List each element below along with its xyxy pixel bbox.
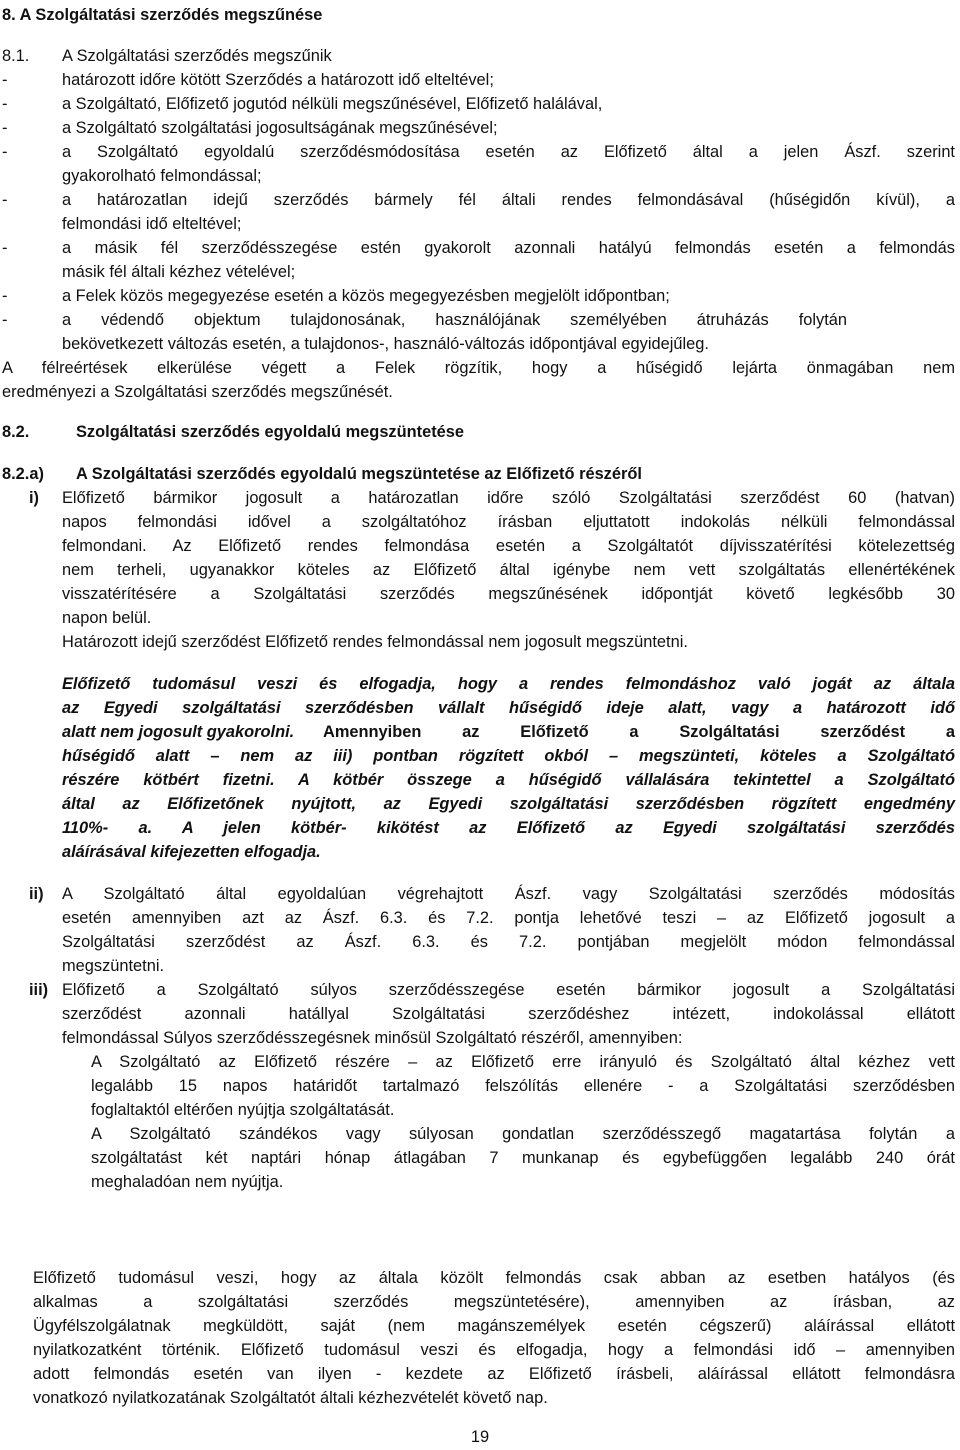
page-number: 19 bbox=[470, 1428, 490, 1446]
paragraph: Határozott idejű szerződést Előfizető rendes felmondással nem jogosult megszüntetni. bbox=[62, 633, 688, 651]
list-item: határozott időre kötött Szerződés a határozott idő elteltével; bbox=[62, 71, 494, 89]
list-dash: - bbox=[2, 71, 8, 89]
sub-paragraph: szolgáltatást két naptári hónap átlagában 7 munkanap és egybefüggően legalább 240 órát bbox=[91, 1149, 955, 1167]
list-item: a Felek közös megegyezése esetén a közös megegyezésben megjelölt időpontban; bbox=[62, 287, 670, 305]
list-dash: - bbox=[2, 191, 8, 209]
section-title-8-2: Szolgáltatási szerződés egyoldalú megszüntetése bbox=[76, 423, 465, 441]
list-item: a Szolgáltató egyoldalú szerződésmódosítása esetén az Előfizető által a jelen Ászf. szerint bbox=[62, 143, 955, 161]
section-number-8-2: 8.2. bbox=[2, 423, 30, 441]
closing-paragraph: alkalmas a szolgáltatási szerződés megszüntetésére), amennyiben az írásban, az bbox=[33, 1293, 955, 1311]
list-dash: - bbox=[2, 287, 8, 305]
list-item-continuation: felmondási idő elteltével; bbox=[62, 215, 242, 233]
list-item-continuation: másik fél általi kézhez vételével; bbox=[62, 263, 296, 281]
sub-paragraph: foglaltaktól eltérően nyújtja szolgáltatását. bbox=[91, 1101, 395, 1119]
list-dash: - bbox=[2, 119, 8, 137]
paragraph: napos felmondási idővel a szolgáltatóhoz írásban eljuttatott indokolás nélküli felmondással bbox=[62, 513, 955, 531]
list-item: a Szolgáltató szolgáltatási jogosultságának megszűnésével; bbox=[62, 119, 498, 137]
bold-italic-paragraph: 110%- a. A jelen kötbér- kikötést az Előfizető az Egyedi szolgáltatási szerződés bbox=[62, 819, 955, 837]
bold-italic-paragraph: hűségidő alatt – nem az iii) pontban rögzített okból – megszünteti, köteles a Szolgáltató bbox=[62, 747, 955, 765]
bold-italic-paragraph: az Egyedi szolgáltatási szerződésben vállalt hűségidő ideje alatt, vagy a határozott idő bbox=[62, 699, 955, 717]
closing-paragraph: vonatkozó nyilatkozatának Szolgáltatót általi kézhezvételét követő nap. bbox=[33, 1389, 548, 1407]
list-dash: - bbox=[2, 311, 8, 329]
paragraph: napon belül. bbox=[62, 609, 152, 627]
bold-italic-paragraph: alatt nem jogosult gyakorolni. bbox=[62, 723, 295, 741]
paragraph: felmondani. Az Előfizető rendes felmondása esetén a Szolgáltatót díjvisszatérítési kötelezettség bbox=[62, 537, 955, 555]
bold-italic-paragraph: aláírásával kifejezetten elfogadja. bbox=[62, 843, 321, 861]
section-number-8-2-a: 8.2.a) bbox=[2, 465, 44, 483]
list-item-continuation: bekövetkezett változás esetén, a tulajdonos-, használó-változás időpontjával egyidejűleg. bbox=[62, 335, 709, 353]
paragraph: A Szolgáltató által egyoldalúan végrehajtott Ászf. vagy Szolgáltatási szerződés módosítás bbox=[62, 885, 955, 903]
list-item: a másik fél szerződésszegése estén gyakorolt azonnali hatályú felmondás esetén a felmondás bbox=[62, 239, 955, 257]
paragraph: Előfizető bármikor jogosult a határozatlan időre szóló Szolgáltatási szerződést 60 (hatvan) bbox=[62, 489, 955, 507]
paragraph-continuation: eredményezi a Szolgáltatási szerződés megszűnését. bbox=[2, 383, 393, 401]
bold-italic-paragraph: Előfizető tudomásul veszi és elfogadja, hogy a rendes felmondáshoz való jogát az általa bbox=[62, 675, 955, 693]
closing-paragraph: Előfizető tudomásul veszi, hogy az általa közölt felmondás csak abban az esetben hatályos (és bbox=[33, 1269, 955, 1287]
list-dash: - bbox=[2, 95, 8, 113]
bold-italic-paragraph: által az Előfizetőnek nyújtott, az Egyedi szolgáltatási szerződésben rögzített engedmény bbox=[62, 795, 955, 813]
section-heading: 8. A Szolgáltatási szerződés megszűnése bbox=[2, 6, 323, 24]
closing-paragraph: adott felmondás esetén van ilyen - kezdete az Előfizető írásbeli, aláírással ellátott felmondásra bbox=[33, 1365, 955, 1383]
paragraph: Szolgáltatási szerződést az Ászf. 6.3. és 7.2. pontjában megjelölt módon felmondással bbox=[62, 933, 955, 951]
bold-paragraph: Amennyiben az Előfizető a Szolgáltatási szerződést a bbox=[323, 723, 955, 741]
item-label-iii: iii) bbox=[29, 981, 49, 999]
item-label-i: i) bbox=[29, 489, 40, 507]
bold-italic-paragraph: részére kötbért fizetni. A kötbér összege a hűségidő vállalására tekintettel a Szolgáltató bbox=[62, 771, 955, 789]
sub-paragraph: A Szolgáltató szándékos vagy súlyosan gondatlan szerződésszegő magatartása folytán a bbox=[91, 1125, 955, 1143]
list-item-continuation: gyakorolható felmondással; bbox=[62, 167, 262, 185]
list-item: a határozatlan idejű szerződés bármely fél általi rendes felmondásával (hűségidőn kívül), a bbox=[62, 191, 955, 209]
paragraph: A félreértések elkerülése végett a Felek rögzítik, hogy a hűségidő lejárta önmagában nem bbox=[2, 359, 955, 377]
section-title-8-2-a: A Szolgáltatási szerződés egyoldalú megszüntetése az Előfizető részéről bbox=[76, 465, 642, 483]
section-title-8-1: A Szolgáltatási szerződés megszűnik bbox=[62, 47, 332, 65]
sub-paragraph: meghaladóan nem nyújtja. bbox=[91, 1173, 284, 1191]
paragraph: megszüntetni. bbox=[62, 957, 165, 975]
list-item: a Szolgáltató, Előfizető jogutód nélküli megszűnésével, Előfizető halálával, bbox=[62, 95, 603, 113]
list-dash: - bbox=[2, 143, 8, 161]
sub-paragraph: A Szolgáltató az Előfizető részére – az Előfizető erre irányuló és Szolgáltató által kézhez vett bbox=[91, 1053, 955, 1071]
item-label-ii: ii) bbox=[29, 885, 44, 903]
closing-paragraph: Ügyfélszolgálatnak megküldött, saját (nem magánszemélyek esetén cégszerű) aláírással ellátott bbox=[33, 1317, 955, 1335]
paragraph: nem terheli, ugyanakkor köteles az Előfizető által igénybe nem vett szolgáltatás ellenértékének bbox=[62, 561, 955, 579]
sub-paragraph: legalább 15 napos határidőt tartalmazó felszólítás ellenére - a Szolgáltatási szerződésben bbox=[91, 1077, 955, 1095]
closing-paragraph: nyilatkozatként történik. Előfizető tudomásul veszi és elfogadja, hogy a felmondási idő – amennyiben bbox=[33, 1341, 955, 1359]
list-dash: - bbox=[2, 239, 8, 257]
list-item: a védendő objektum tulajdonosának, használójának személyében átruházás folytán bbox=[62, 311, 847, 329]
paragraph: visszatérítésére a Szolgáltatási szerződés megszűnésének időpontját követő legkésőbb 30 bbox=[62, 585, 955, 603]
paragraph: szerződést azonnali hatállyal Szolgáltatási szerződéshez intézett, indokolással ellátott bbox=[62, 1005, 955, 1023]
paragraph: esetén amennyiben azt az Ászf. 6.3. és 7.2. pontja lehetővé teszi – az Előfizető jogosult a bbox=[62, 909, 955, 927]
section-number-8-1: 8.1. bbox=[2, 47, 30, 65]
paragraph: felmondással Súlyos szerződésszegésnek minősül Szolgáltató részéről, amennyiben: bbox=[62, 1029, 683, 1047]
paragraph: Előfizető a Szolgáltató súlyos szerződésszegése esetén bármikor jogosult a Szolgáltatási bbox=[62, 981, 955, 999]
